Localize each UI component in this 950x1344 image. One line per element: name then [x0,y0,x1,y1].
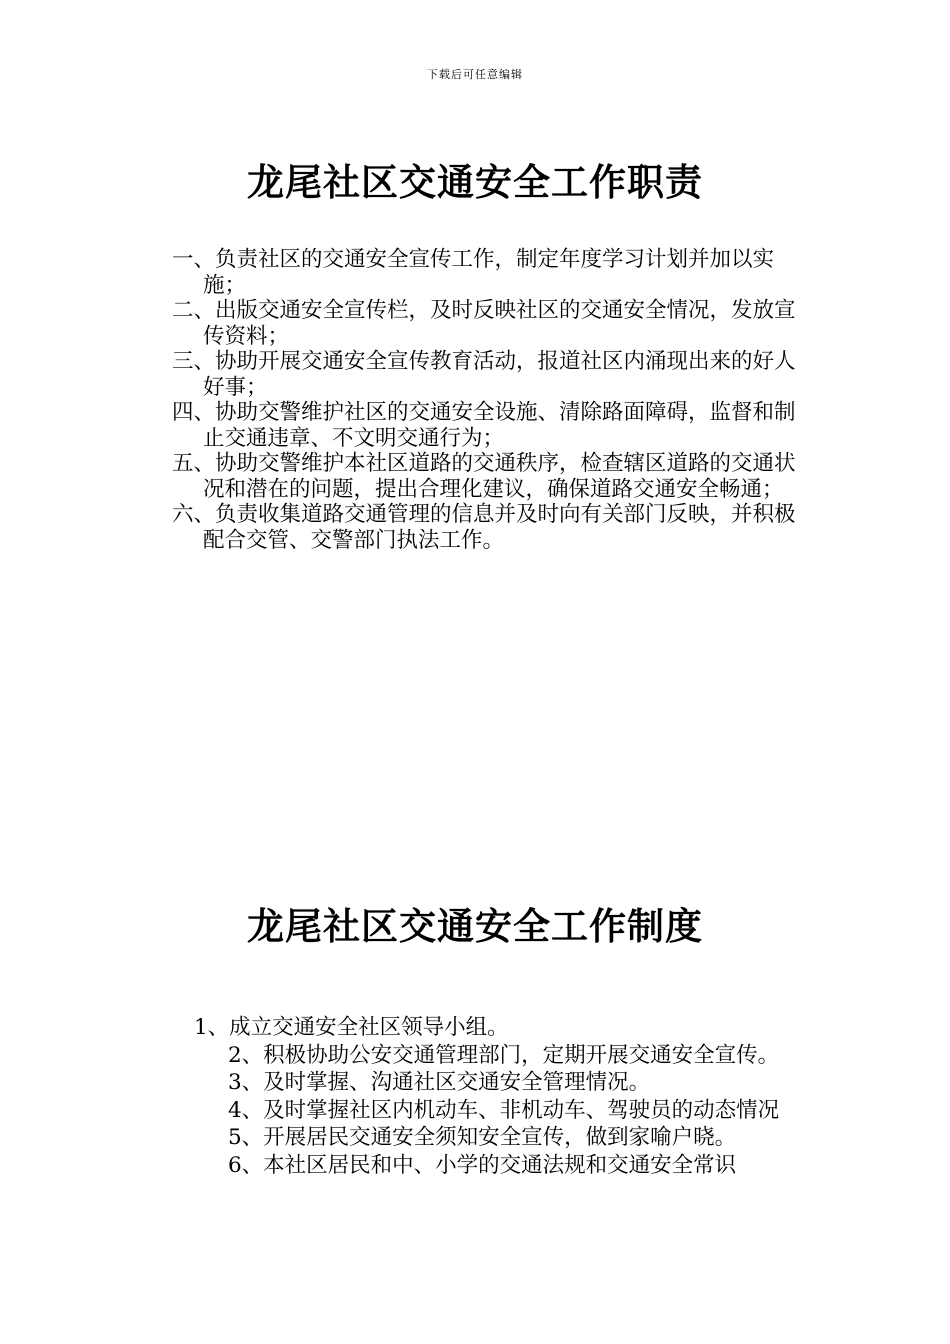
rules-title: 龙尾社区交通安全工作制度 [247,905,703,948]
duty-item: 一、负责社区的交通安全宣传工作，制定年度学习计划并加以实施； [172,247,775,298]
duty-item: 三、协助开展交通安全宣传教育活动，报道社区内涌现出来的好人好事； [172,349,796,400]
duty-item: 六、负责收集道路交通管理的信息并及时向有关部门反映，并积极配合交管、交警部门执法工作。 [172,502,796,553]
rule-item: 5、开展居民交通安全须知安全宣传，做到家喻户晓。 [228,1125,737,1150]
rule-item: 1、成立交通安全社区领导小组。 [194,1015,509,1040]
rule-item: 3、及时掌握、沟通社区交通安全管理情况。 [228,1070,651,1095]
rule-item: 2、积极协助公安交通管理部门，定期开展交通安全宣传。 [228,1042,780,1068]
duty-item: 五、协助交警维护本社区道路的交通秩序，检查辖区道路的交通状况和潜在的问题，提出合理化建议，确保道路交通安全畅通； [172,451,796,502]
duties-list [172,247,812,553]
rules-list [146,1014,806,1179]
duty-item: 二、出版交通安全宣传栏，及时反映社区的交通安全情况，发放宣传资料； [172,298,796,349]
rule-item: 6、本社区居民和中、小学的交通法规和交通安全常识 [228,1152,737,1178]
rule-item: 4、及时掌握社区内机动车、非机动车、驾驶员的动态情况 [228,1097,780,1123]
duties-title: 龙尾社区交通安全工作职责 [247,161,703,204]
header-note: 下载后可任意编辑 [427,68,523,81]
duty-item: 四、协助交警维护社区的交通安全设施、清除路面障碍，监督和制止交通违章、不文明交通行为； [172,400,796,451]
